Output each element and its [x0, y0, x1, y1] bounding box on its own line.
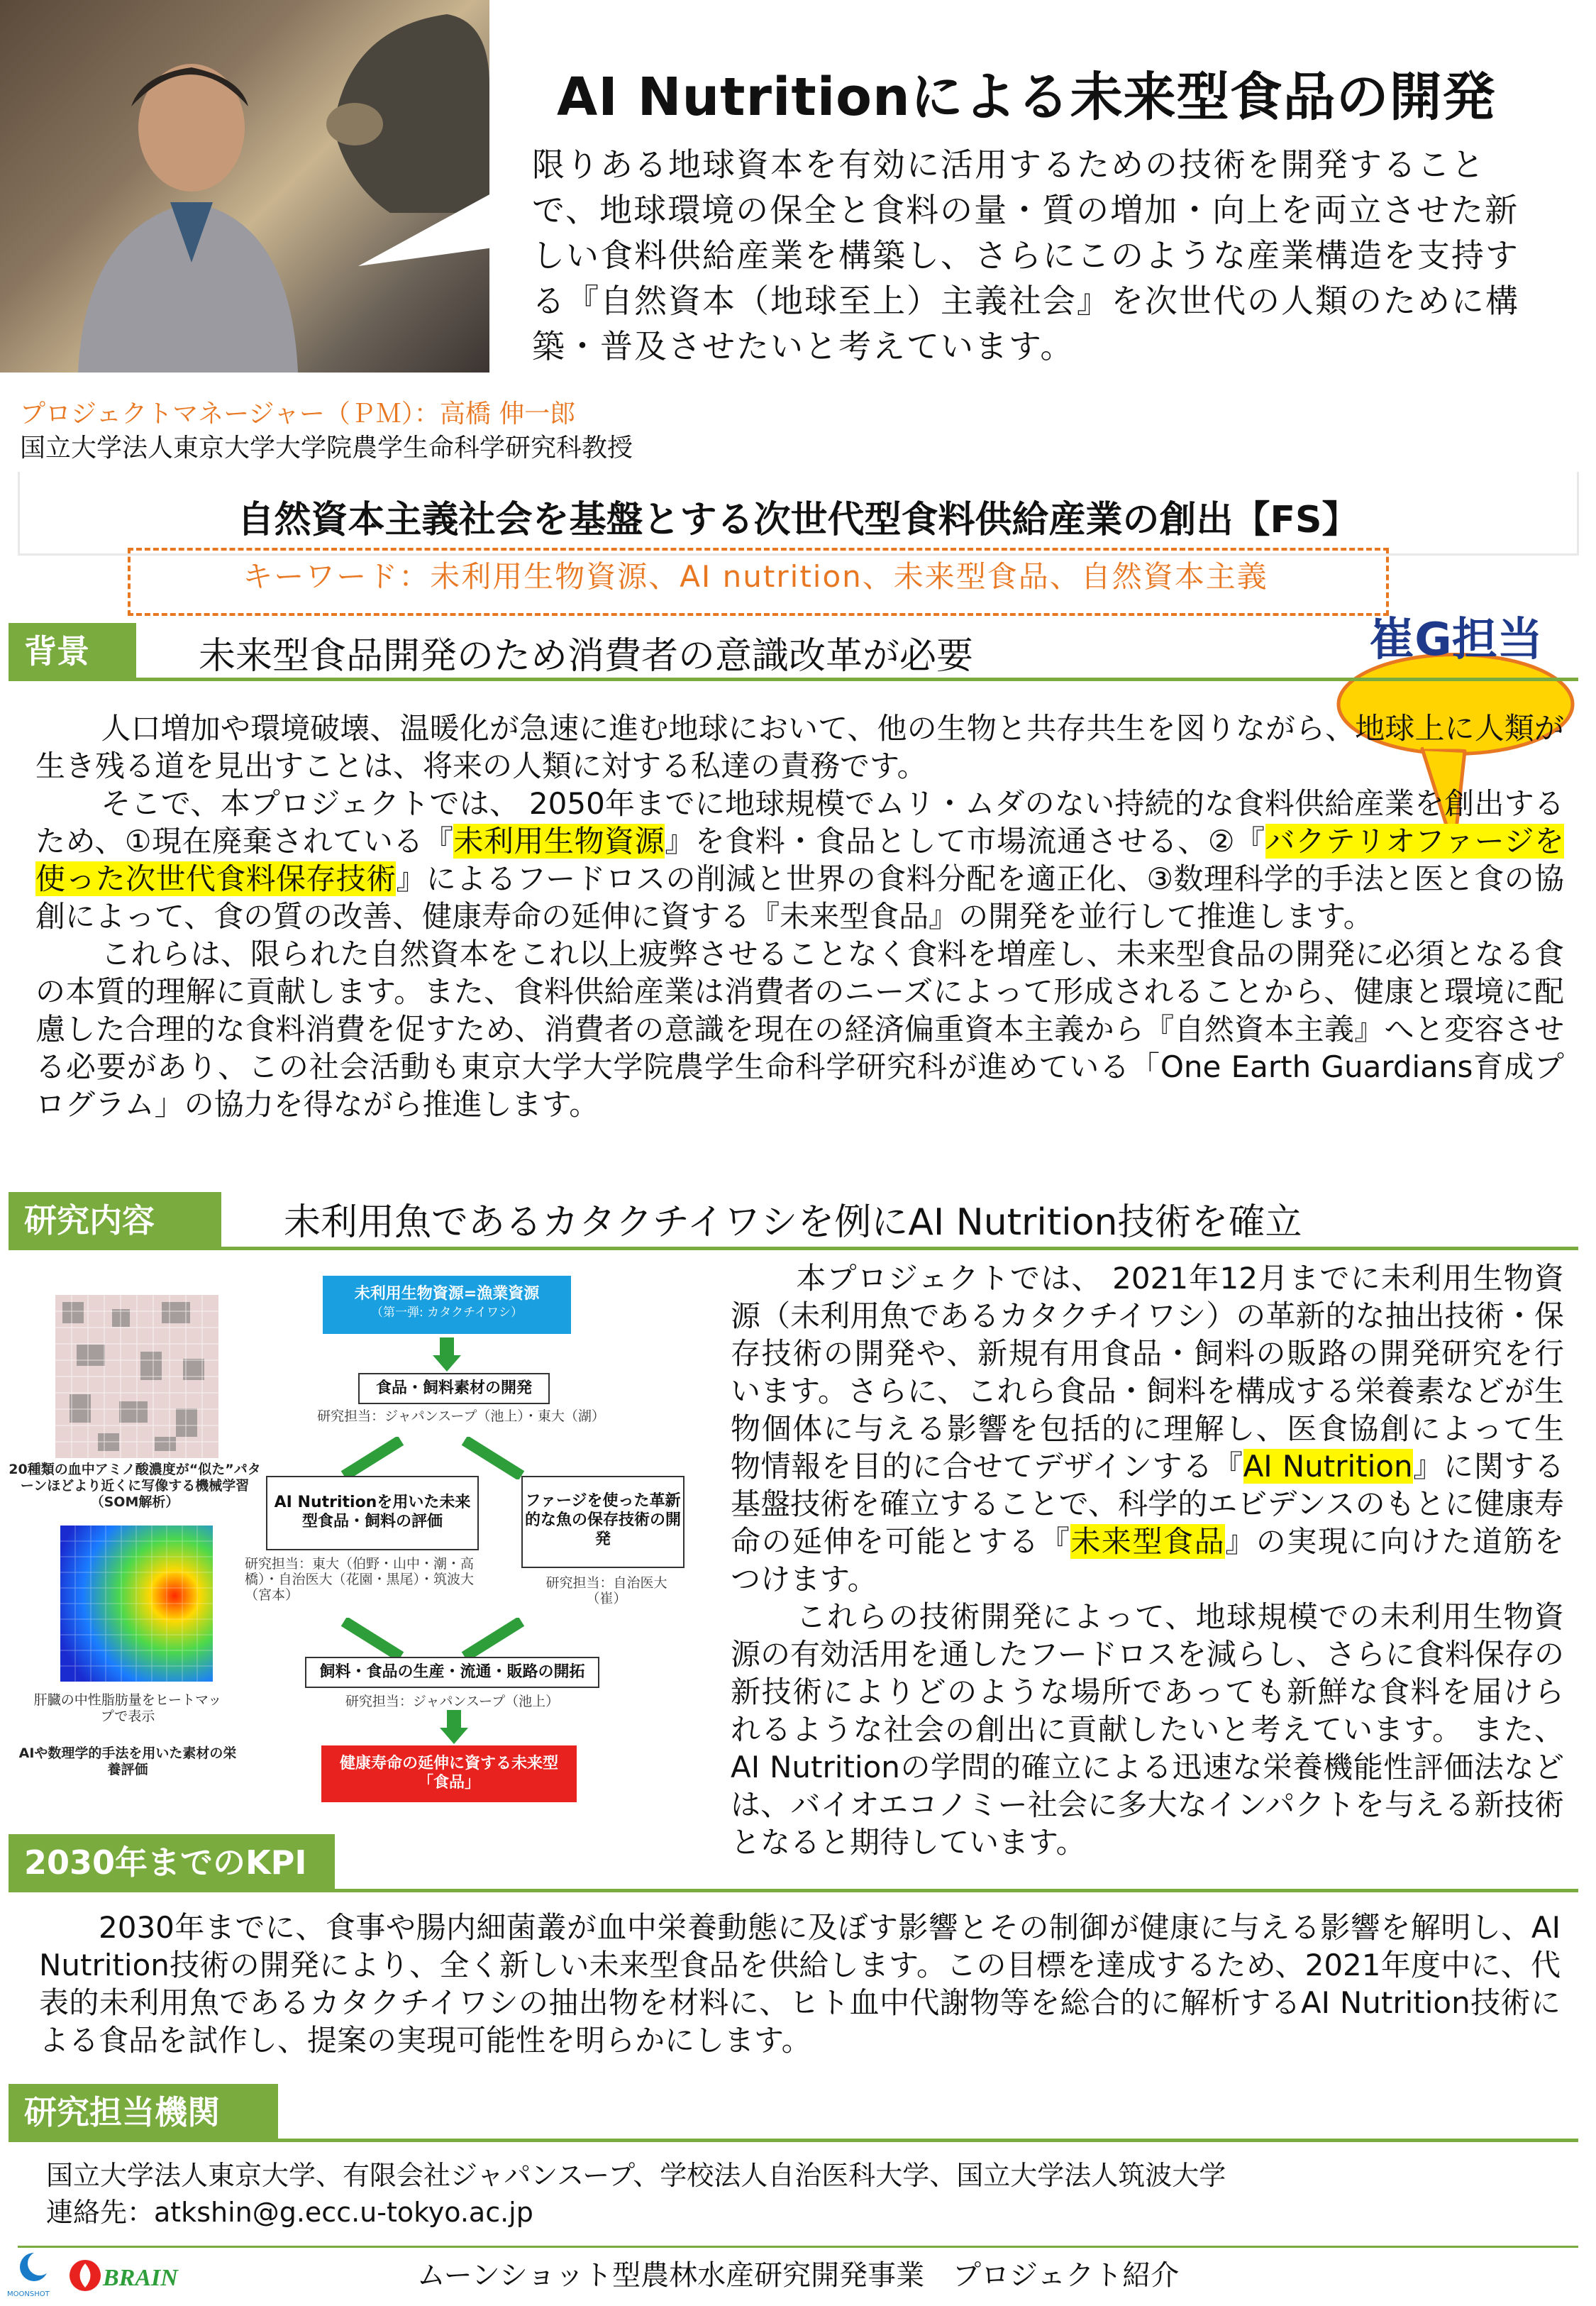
section-title-research: 未利用魚であるカタクチイワシを例にAI Nutrition技術を確立 — [284, 1201, 1302, 1244]
kpi-text: 2030年までに、食事や腸内細菌叢が血中栄養動態に及ぼす影響とその制御が健康に与える影響を解明し、AI Nutrition技術の開発により、全く新しい未来型食品を供給します。この目標を達成するため、2021年度中に、代表的未利用魚であるカタクチイワシの抽出物を材料に、ヒト血中代謝物等を総合的に解析するAI Nutrition技術による食品を試作し、提案の実現可能性を明らかにします。 — [39, 1910, 1561, 2058]
section-tag-institutions: 研究担当機関 — [9, 2084, 278, 2141]
liver-heatmap — [60, 1526, 213, 1682]
flow-box-distribution-staff: 研究担当：ジャパンスープ（池上） — [345, 1694, 560, 1709]
highlight-unused-resources: 未利用生物資源 — [453, 824, 665, 859]
project-summary: 限りある地球資本を有効に活用するための技術を開発することで、地球環境の保全と食料の量・質の増加・向上を両立させた新しい食料供給産業を構築し、さらにこのような産業構造を支持する『自然資本（地球至上）主義社会』を次世代の人類のために構築・普及させたいと考えています。 — [532, 145, 1519, 365]
callout-label: 崔G担当 — [1369, 614, 1543, 666]
background-text — [35, 710, 1564, 1123]
flow-box-phage: ファージを使った革新的な魚の保存技術の開発 — [521, 1476, 685, 1568]
heatmap-caption: 20種類の血中アミノ酸濃度が“似た”パターンほどより近くに写像する機械学習（SOM解析） — [9, 1462, 261, 1510]
background-p2-text-a: そこで、本プロジェクトでは、 2050年までに地球規模でムリ・ムダのない持続的な食料供給産業を創出するため、①現在廃棄されている『 — [35, 786, 1564, 859]
flow-box-resource — [323, 1276, 571, 1334]
person-silhouette — [64, 50, 298, 373]
background-paragraph-2 — [35, 785, 1564, 935]
keywords: キーワード：未利用生物資源、AI nutrition、未来型食品、自然資本主義 — [243, 559, 1268, 594]
research-paragraph-2: これらの技術開発によって、地球規模での未利用生物資源の有効活用を通したフードロスを減らし、さらに食料保存の新技術によりどのような場所であっても新鮮な食料を届けられるような社会の創出に貢献したいと考えています。 また、AI Nutritionの学問的確立による迅速な栄養機能性評価法などは、バイオエコノミー社会に多大なインパクトを与える新技術となると期待しています。 — [731, 1599, 1564, 1860]
contact-email[interactable]: 連絡先：atkshin@g.ecc.u-tokyo.ac.jp — [46, 2197, 533, 2228]
pm-name: プロジェクトマネージャー（ＰＭ）：高橋 伸一郎 — [20, 399, 576, 429]
footer-text: ムーンショット型農林水産研究開発事業 プロジェクト紹介 — [416, 2259, 1180, 2292]
pm-affiliation: 国立大学法人東京大学大学院農学生命科学研究科教授 — [20, 434, 633, 463]
section-divider — [9, 2139, 1578, 2142]
research-text — [731, 1259, 1564, 1861]
branch-arrows-icon — [291, 1437, 575, 1479]
flow-box-distribution: 飼料・食品の生産・流通・販路の開拓 — [305, 1657, 599, 1688]
section-tag-research: 研究内容 — [9, 1192, 221, 1249]
research-p1-text-c: 』の実現に向けた道筋をつけます。 — [731, 1524, 1564, 1596]
research-p1-text-b: 』に関する基盤技術を確立することで、科学的エビデンスのもとに健康寿命の延伸を可能とする『 — [731, 1449, 1564, 1559]
flow-box-resource-sub: （第一弾: カタクチイワシ） — [371, 1306, 523, 1320]
research-figure — [0, 1263, 716, 1831]
footer-divider — [18, 2246, 1578, 2248]
background-p2-text-c: 』によるフードロスの削減と世界の食料分配を適正化、③数理科学的手法と医と食の協創によって、食の質の改善、健康寿命の延伸に資する『未来型食品』の開発を並行して推進します。 — [35, 861, 1564, 934]
page-title: AI Nutritionによる未来型食品の開発 — [557, 67, 1496, 128]
highlight-bacteriophage: バクテリオファージを使った次世代食料保存技術 — [35, 824, 1564, 896]
highlight-future-food: 未来型食品 — [1070, 1524, 1226, 1559]
section-title-background: 未来型食品開発のため消費者の意識改革が必要 — [199, 635, 974, 678]
som-heatmap — [55, 1295, 218, 1458]
flow-box-material-dev: 食品・飼料素材の開発 — [358, 1373, 550, 1404]
research-paragraph-1 — [731, 1259, 1564, 1598]
section-tag-kpi: 2030年までのKPI — [9, 1834, 335, 1891]
institution-list: 国立大学法人東京大学、有限会社ジャパンスープ、学校法人自治医科大学、国立大学法人筑波大学 — [46, 2160, 1226, 2191]
brain-logo-text: BRAIN — [103, 2265, 178, 2291]
flow-box-future-food: 健康寿命の延伸に資する未来型「食品」 — [321, 1745, 577, 1802]
section-divider — [9, 1889, 1578, 1892]
moonshot-logo-text: MOONSHOT — [7, 2290, 50, 2298]
arrow-down-icon — [433, 1337, 461, 1373]
section-tag-background: 背景 — [9, 623, 136, 680]
ai-evaluation-caption: AIや数理学的手法を用いた素材の栄養評価 — [18, 1745, 237, 1777]
flow-box-ai-evaluation: AI Nutritionを用いた未来型食品・飼料の評価 — [266, 1476, 479, 1550]
background-paragraph-3: これらは、限られた自然資本をこれ以上疲弊させることなく食料を増産し、未来型食品の開発に必須となる食の本質的理解に貢献します。また、食料供給産業は消費者のニーズによって形成されることから、健康と環境に配慮した合理的な食料消費を促すため、消費者の意識を現在の経済偏重資本主義から『自然資本主義』へと変容させる必要があり、この社会活動も東京大学大学院農学生命科学研究科が進めている「One Earth Guardians育成プログラム」の協力を得ながら推進します。 — [35, 937, 1564, 1122]
background-p2-text-b: 』を食料・食品として市場流通させる、②『 — [665, 824, 1265, 859]
arrow-down-icon — [440, 1710, 468, 1745]
flow-box-material-staff: 研究担当：ジャパンスープ（池上）・東大（湖） — [317, 1408, 605, 1424]
flow-box-resource-title: 未利用生物資源=漁業資源 — [354, 1285, 540, 1303]
background-paragraph-1: 人口増加や環境破壊、温暖化が急速に進む地球において、他の生物と共存共生を図りながら、地球上に人類が生き残る道を見出すことは、将来の人類に対する私達の責務です。 — [35, 711, 1564, 783]
flow-box-ai-staff: 研究担当：東大（伯野・山中・潮・高橋）・自治医大（花園・黒尾）・筑波大（宮本） — [245, 1556, 475, 1603]
highlight-ai-nutrition: AI Nutrition — [1243, 1449, 1413, 1484]
section-divider — [9, 1247, 1578, 1250]
research-p1-text-a: 本プロジェクトでは、 2021年12月までに未利用生物資源（未利用魚であるカタクチイワシ）の革新的な抽出技術・保存技術の開発や、新規有用食品・飼料の販路の開発研究を行います。さらに、これら食品・飼料を構成する栄養素などが生物個体に与える影響を包括的に理解し、医食協創によって生物情報を目的に合せてデザインする『 — [731, 1261, 1564, 1484]
liver-caption: 肝臓の中性脂肪量をヒートマップで表示 — [33, 1692, 222, 1724]
merge-arrows-icon — [291, 1618, 575, 1660]
flow-box-phage-staff: 研究担当：自治医大（崔） — [545, 1575, 667, 1606]
project-subtitle: 自然資本主義社会を基盤とする次世代型食料供給産業の創出【FS】 — [237, 499, 1359, 541]
